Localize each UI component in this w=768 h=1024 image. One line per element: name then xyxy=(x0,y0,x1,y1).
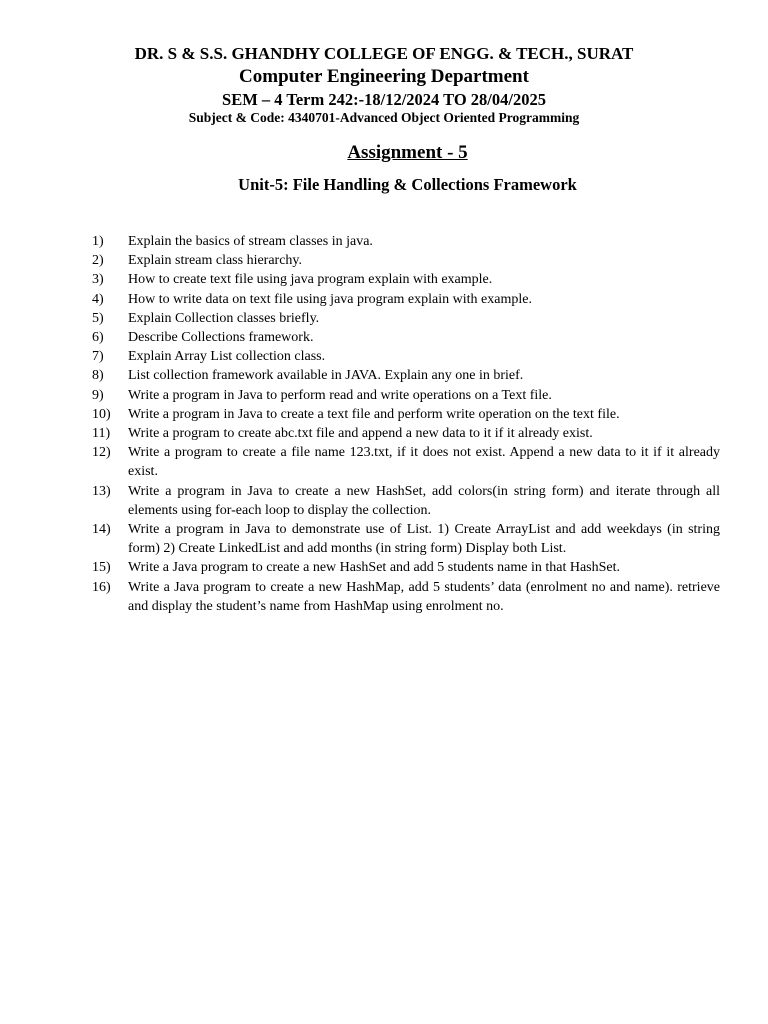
question-number: 14) xyxy=(92,522,111,538)
question-item xyxy=(92,405,720,424)
question-number: 4) xyxy=(92,291,104,307)
question-number: 16) xyxy=(92,579,111,595)
question-item xyxy=(92,232,720,251)
question-number: 7) xyxy=(92,349,104,365)
question-item xyxy=(92,347,720,366)
question-item xyxy=(92,424,720,443)
question-number: 1) xyxy=(92,234,104,249)
question-text: Describe Collections framework. xyxy=(128,330,314,346)
question-text: Write a Java program to create a new HashSet and add 5 students name in that HashSet. xyxy=(128,560,621,576)
question-item xyxy=(92,558,720,577)
question-item xyxy=(92,290,720,309)
question-text: Write a Java program to create a new HashMap, add 5 students’ data (enrolment no and name). retrieve and display the student’s name from HashMap using enrolment no. xyxy=(128,579,720,614)
question-item xyxy=(92,251,720,270)
department-name: Computer Engineering Department xyxy=(239,66,529,87)
question-item xyxy=(92,578,720,616)
question-item xyxy=(92,270,720,289)
question-item xyxy=(92,328,720,347)
question-number: 6) xyxy=(92,330,104,346)
unit-title: Unit-5: File Handling & Collections Framework xyxy=(238,175,577,194)
question-text: Explain Collection classes briefly. xyxy=(128,310,320,326)
question-text: Explain the basics of stream classes in java. xyxy=(128,234,373,249)
question-item xyxy=(92,386,720,405)
question-number: 10) xyxy=(92,406,111,422)
question-text: List collection framework available in JAVA. Explain any one in brief. xyxy=(128,368,524,384)
question-number: 12) xyxy=(92,445,111,461)
question-text: Explain Array List collection class. xyxy=(128,349,326,365)
question-number: 13) xyxy=(92,483,111,499)
question-item xyxy=(92,520,720,558)
question-text: Explain stream class hierarchy. xyxy=(128,253,303,269)
assignment-title: Assignment - 5 xyxy=(347,142,468,163)
question-text: Write a program to create abc.txt file and append a new data to it if it already exist. xyxy=(128,426,593,442)
question-number: 11) xyxy=(92,426,111,442)
semester-term: SEM – 4 Term 242:-18/12/2024 TO 28/04/2025 xyxy=(222,90,546,109)
question-number: 5) xyxy=(92,310,104,326)
question-item xyxy=(92,309,720,328)
question-text: Write a program in Java to perform read and write operations on a Text file. xyxy=(128,387,552,403)
college-name: DR. S & S.S. GHANDHY COLLEGE OF ENGG. & TECH., SURAT xyxy=(134,44,634,63)
question-item xyxy=(92,482,720,520)
question-text: Write a program in Java to demonstrate use of List. 1) Create ArrayList and add weekdays (in string form) 2) Create LinkedList and add months (in string form) Display both List. xyxy=(128,522,720,557)
question-number: 15) xyxy=(92,560,111,576)
question-text: Write a program in Java to create a text file and perform write operation on the text file. xyxy=(128,406,620,422)
subject-code: Subject & Code: 4340701-Advanced Object Oriented Programming xyxy=(188,110,580,125)
question-text: How to write data on text file using java program explain with example. xyxy=(128,291,532,307)
question-number: 8) xyxy=(92,368,104,384)
question-number: 9) xyxy=(92,387,104,403)
question-item xyxy=(92,443,720,481)
question-text: Write a program in Java to create a new HashSet, add colors(in string form) and iterate through all elements using for-each loop to display the collection. xyxy=(128,483,720,518)
question-number: 3) xyxy=(92,272,104,288)
question-number: 2) xyxy=(92,253,104,269)
question-text: How to create text file using java program explain with example. xyxy=(128,272,493,288)
question-list xyxy=(92,232,720,616)
question-text: Write a program to create a file name 123.txt, if it does not exist. Append a new data to it if it already exist. xyxy=(128,445,720,480)
question-item xyxy=(92,366,720,385)
